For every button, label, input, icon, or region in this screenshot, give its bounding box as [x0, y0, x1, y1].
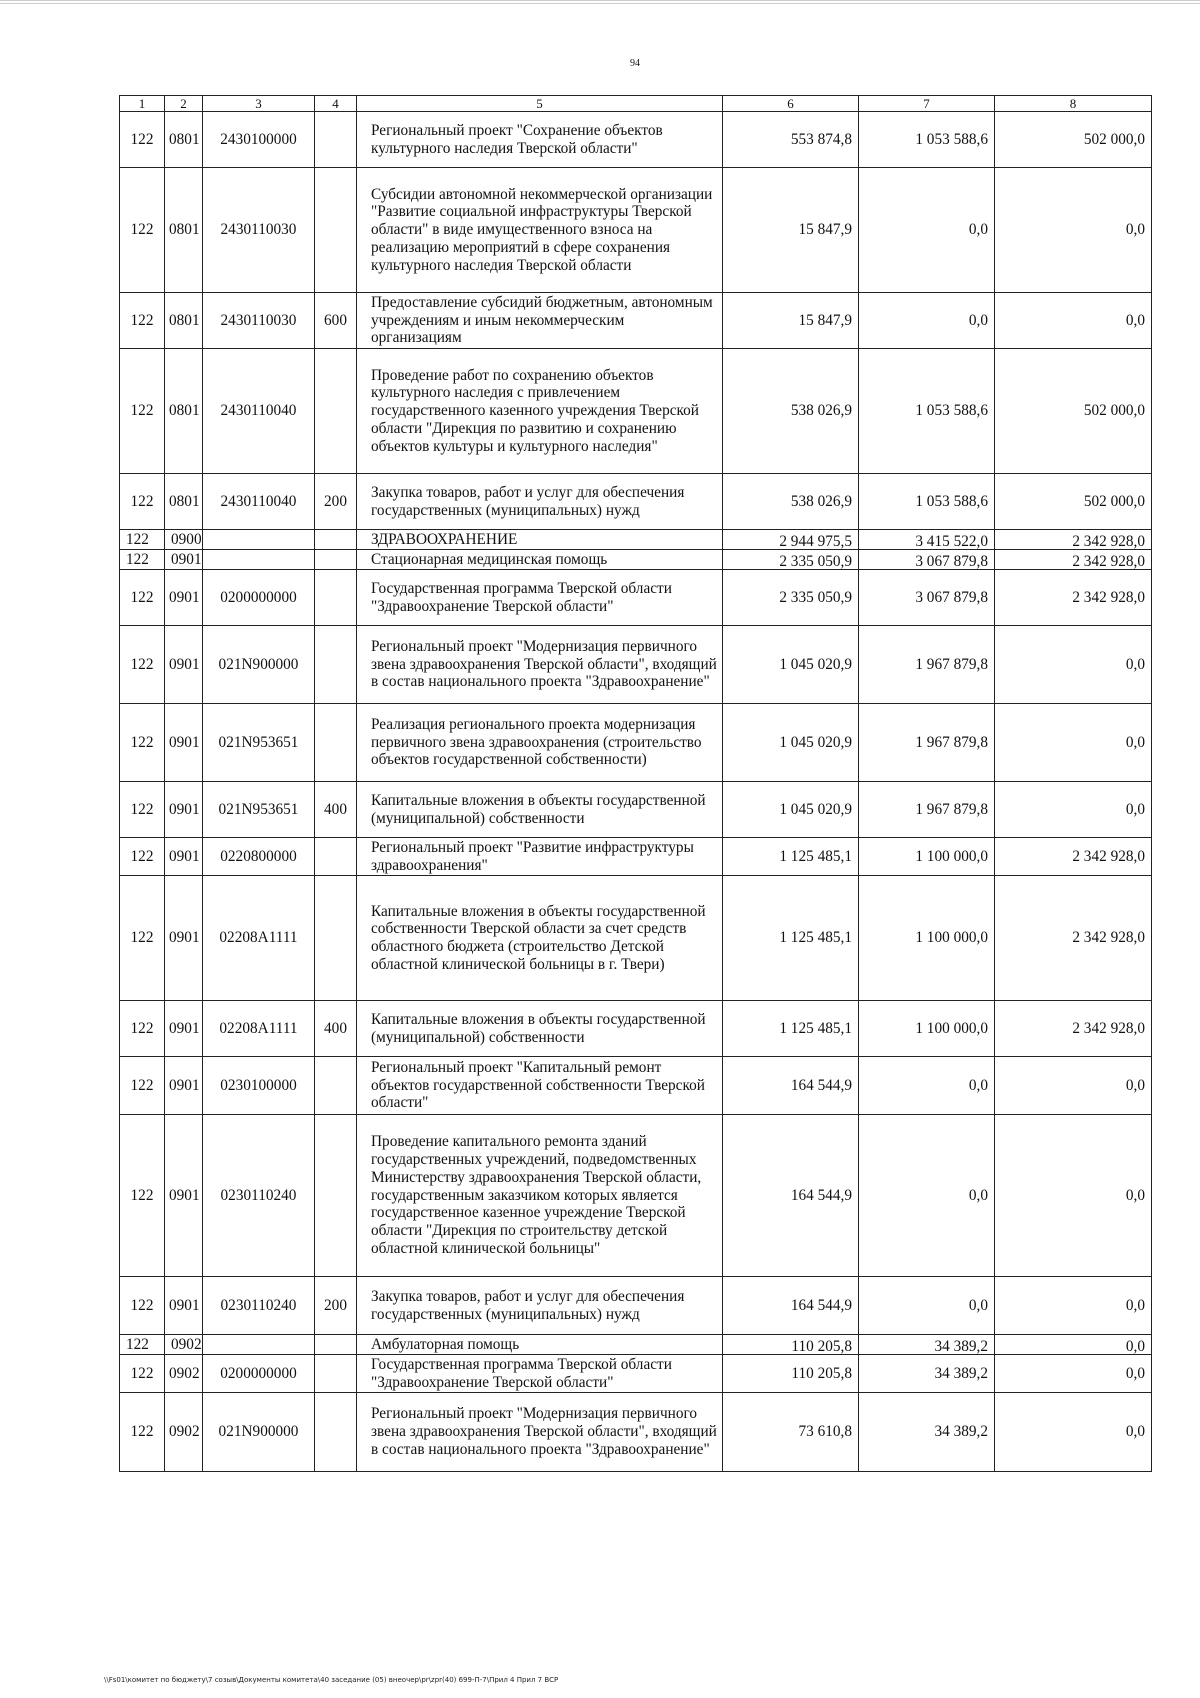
- cell-grbs: 122: [120, 876, 165, 1001]
- cell-grbs: 122: [120, 1393, 165, 1472]
- cell-amount-2024: 502 000,0: [995, 349, 1152, 474]
- cell-expense-type: [315, 168, 357, 293]
- cell-amount-2024: 2 342 928,0: [995, 550, 1152, 570]
- table-row: [120, 168, 1152, 293]
- cell-grbs: 122: [120, 1355, 165, 1393]
- cell-amount-2022: 73 610,8: [723, 1393, 859, 1472]
- cell-grbs: 122: [120, 112, 165, 168]
- cell-grbs: 122: [120, 1115, 165, 1277]
- cell-description: Государственная программа Тверской области "Здравоохранение Тверской области": [357, 570, 723, 626]
- cell-description: ЗДРАВООХРАНЕНИЕ: [357, 530, 723, 550]
- cell-expense-type: [315, 550, 357, 570]
- cell-target-article: 0230100000: [203, 1057, 315, 1115]
- cell-amount-2023: 1 100 000,0: [859, 838, 995, 876]
- table-row: [120, 550, 1152, 570]
- cell-amount-2024: 0,0: [995, 1393, 1152, 1472]
- cell-section: 0901: [165, 838, 203, 876]
- cell-expense-type: 600: [315, 293, 357, 349]
- cell-amount-2024: 0,0: [995, 1277, 1152, 1335]
- cell-description: Закупка товаров, работ и услуг для обеспечения государственных (муниципальных) нужд: [357, 474, 723, 530]
- table-row: [120, 1115, 1152, 1277]
- cell-amount-2024: 0,0: [995, 293, 1152, 349]
- cell-section: 0901: [165, 782, 203, 838]
- column-header: 4: [315, 96, 357, 112]
- cell-amount-2023: 3 067 879,8: [859, 570, 995, 626]
- cell-section: 0901: [165, 876, 203, 1001]
- cell-expense-type: [315, 349, 357, 474]
- table-row: [120, 876, 1152, 1001]
- cell-target-article: 021N953651: [203, 782, 315, 838]
- cell-amount-2022: 15 847,9: [723, 293, 859, 349]
- cell-expense-type: 400: [315, 782, 357, 838]
- cell-target-article: 0200000000: [203, 570, 315, 626]
- cell-description: Закупка товаров, работ и услуг для обеспечения государственных (муниципальных) нужд: [357, 1277, 723, 1335]
- table-row: [120, 1057, 1152, 1115]
- cell-description: Амбулаторная помощь: [357, 1335, 723, 1355]
- cell-description: Проведение капитального ремонта зданий государственных учреждений, подведомственных Министерству здравоохранения Тверской области, государственным заказчиком которых является государственное казенное учреждение Тверской области "Дирекция по строительству детской областной клинической больницы": [357, 1115, 723, 1277]
- cell-amount-2024: 2 342 928,0: [995, 530, 1152, 550]
- cell-description: Стационарная медицинская помощь: [357, 550, 723, 570]
- cell-amount-2022: 1 045 020,9: [723, 626, 859, 704]
- cell-description: Субсидии автономной некоммерческой организации "Развитие социальной инфраструктуры Тверской области" в виде имущественного взноса на реализацию мероприятий в сфере сохранения культурного наследия Тверской области: [357, 168, 723, 293]
- cell-amount-2024: 2 342 928,0: [995, 876, 1152, 1001]
- cell-amount-2024: 0,0: [995, 1057, 1152, 1115]
- table-row: [120, 626, 1152, 704]
- cell-amount-2024: 2 342 928,0: [995, 570, 1152, 626]
- cell-expense-type: [315, 1355, 357, 1393]
- cell-section: 0801: [165, 293, 203, 349]
- cell-target-article: 0220800000: [203, 838, 315, 876]
- cell-section: 0801: [165, 474, 203, 530]
- cell-description: Региональный проект "Модернизация первичного звена здравоохранения Тверской области", входящий в состав национального проекта "Здравоохранение": [357, 1393, 723, 1472]
- cell-amount-2023: 3 067 879,8: [859, 550, 995, 570]
- column-header-row: [120, 96, 1152, 112]
- cell-amount-2023: 0,0: [859, 1115, 995, 1277]
- cell-grbs: 122: [120, 704, 165, 782]
- cell-amount-2024: 0,0: [995, 626, 1152, 704]
- table-row: [120, 1335, 1152, 1355]
- cell-grbs: 122: [120, 1001, 165, 1057]
- table-row: [120, 838, 1152, 876]
- cell-amount-2023: 1 967 879,8: [859, 704, 995, 782]
- cell-amount-2022: 2 335 050,9: [723, 570, 859, 626]
- cell-grbs: 122: [120, 1277, 165, 1335]
- cell-amount-2022: 2 944 975,5: [723, 530, 859, 550]
- cell-grbs: 122: [120, 168, 165, 293]
- column-header: 8: [995, 96, 1152, 112]
- table-row: [120, 112, 1152, 168]
- cell-description: Региональный проект "Развитие инфраструктуры здравоохранения": [357, 838, 723, 876]
- cell-amount-2023: 34 389,2: [859, 1335, 995, 1355]
- cell-expense-type: [315, 704, 357, 782]
- cell-amount-2022: 110 205,8: [723, 1355, 859, 1393]
- table-row: [120, 1355, 1152, 1393]
- cell-expense-type: [315, 112, 357, 168]
- column-header: 3: [203, 96, 315, 112]
- cell-grbs: 122: [120, 474, 165, 530]
- cell-amount-2024: 0,0: [995, 1335, 1152, 1355]
- cell-amount-2024: 502 000,0: [995, 474, 1152, 530]
- cell-grbs: 122: [120, 530, 165, 550]
- cell-amount-2023: 1 053 588,6: [859, 474, 995, 530]
- cell-target-article: 021N953651: [203, 704, 315, 782]
- cell-description: Реализация регионального проекта модернизация первичного звена здравоохранения (строительство объектов государственной собственности): [357, 704, 723, 782]
- cell-grbs: 122: [120, 349, 165, 474]
- cell-section: 0801: [165, 349, 203, 474]
- cell-target-article: 02208A1111: [203, 876, 315, 1001]
- cell-section: 0901: [165, 704, 203, 782]
- cell-section: 0901: [165, 1115, 203, 1277]
- cell-grbs: 122: [120, 782, 165, 838]
- table-row: [120, 570, 1152, 626]
- cell-amount-2022: 110 205,8: [723, 1335, 859, 1355]
- cell-amount-2023: 1 053 588,6: [859, 349, 995, 474]
- cell-grbs: 122: [120, 293, 165, 349]
- cell-amount-2023: 0,0: [859, 1277, 995, 1335]
- cell-amount-2023: 34 389,2: [859, 1393, 995, 1472]
- cell-target-article: [203, 550, 315, 570]
- cell-amount-2023: 1 053 588,6: [859, 112, 995, 168]
- cell-description: Предоставление субсидий бюджетным, автономным учреждениям и иным некоммерческим организациям: [357, 293, 723, 349]
- cell-amount-2023: 1 100 000,0: [859, 1001, 995, 1057]
- budget-table: [119, 95, 1152, 1472]
- cell-amount-2024: 0,0: [995, 1355, 1152, 1393]
- cell-target-article: 2430110040: [203, 349, 315, 474]
- page-number: 94: [630, 58, 640, 69]
- cell-section: 0901: [165, 570, 203, 626]
- cell-description: Региональный проект "Модернизация первичного звена здравоохранения Тверской области", входящий в состав национального проекта "Здравоохранение": [357, 626, 723, 704]
- cell-target-article: 0230110240: [203, 1115, 315, 1277]
- cell-section: 0901: [165, 1057, 203, 1115]
- cell-section: 0901: [165, 550, 203, 570]
- cell-expense-type: [315, 1115, 357, 1277]
- table-row: [120, 1001, 1152, 1057]
- cell-expense-type: [315, 530, 357, 550]
- cell-description: Проведение работ по сохранению объектов культурного наследия с привлечением государственного казенного учреждения Тверской области "Дирекция по развитию и сохранению объектов культуры и культурного наследия": [357, 349, 723, 474]
- cell-description: Региональный проект "Капитальный ремонт объектов государственной собственности Тверской области": [357, 1057, 723, 1115]
- cell-target-article: 2430100000: [203, 112, 315, 168]
- cell-expense-type: [315, 838, 357, 876]
- cell-section: 0901: [165, 626, 203, 704]
- cell-amount-2023: 1 967 879,8: [859, 626, 995, 704]
- cell-amount-2022: 1 125 485,1: [723, 838, 859, 876]
- column-header: 6: [723, 96, 859, 112]
- cell-grbs: 122: [120, 1057, 165, 1115]
- cell-expense-type: 200: [315, 1277, 357, 1335]
- cell-grbs: 122: [120, 550, 165, 570]
- cell-amount-2023: 1 967 879,8: [859, 782, 995, 838]
- cell-target-article: 021N900000: [203, 1393, 315, 1472]
- cell-section: 0902: [165, 1355, 203, 1393]
- cell-amount-2024: 2 342 928,0: [995, 838, 1152, 876]
- cell-description: Капитальные вложения в объекты государственной (муниципальной) собственности: [357, 782, 723, 838]
- cell-amount-2023: 0,0: [859, 293, 995, 349]
- table-row: [120, 349, 1152, 474]
- cell-section: 0901: [165, 1277, 203, 1335]
- cell-amount-2022: 538 026,9: [723, 349, 859, 474]
- cell-target-article: 0200000000: [203, 1355, 315, 1393]
- cell-grbs: 122: [120, 838, 165, 876]
- cell-amount-2024: 0,0: [995, 782, 1152, 838]
- table-row: [120, 782, 1152, 838]
- cell-amount-2022: 15 847,9: [723, 168, 859, 293]
- table-row: [120, 1393, 1152, 1472]
- cell-amount-2022: 553 874,8: [723, 112, 859, 168]
- table-row: [120, 474, 1152, 530]
- cell-grbs: 122: [120, 570, 165, 626]
- cell-section: 0801: [165, 168, 203, 293]
- footer-file-path: \\Fs01\комитет по бюджету\7 созыв\Документы комитета\40 заседание (05) внеочер\pr\zpr(40) 699-П-7\Прил 4 Прил 7 ВСР: [104, 1676, 559, 1684]
- cell-expense-type: [315, 570, 357, 626]
- cell-description: Капитальные вложения в объекты государственной собственности Тверской области за счет средств областного бюджета (строительство Детской областной клинической больницы в г. Твери): [357, 876, 723, 1001]
- column-header: 1: [120, 96, 165, 112]
- cell-amount-2022: 164 544,9: [723, 1115, 859, 1277]
- cell-amount-2024: 2 342 928,0: [995, 1001, 1152, 1057]
- table-row: [120, 293, 1152, 349]
- cell-amount-2022: 1 125 485,1: [723, 876, 859, 1001]
- cell-amount-2022: 538 026,9: [723, 474, 859, 530]
- cell-amount-2023: 0,0: [859, 168, 995, 293]
- cell-description: Капитальные вложения в объекты государственной (муниципальной) собственности: [357, 1001, 723, 1057]
- cell-section: 0902: [165, 1335, 203, 1355]
- table-row: [120, 530, 1152, 550]
- cell-grbs: 122: [120, 626, 165, 704]
- cell-amount-2024: 0,0: [995, 1115, 1152, 1277]
- cell-amount-2022: 1 045 020,9: [723, 704, 859, 782]
- table-row: [120, 1277, 1152, 1335]
- cell-amount-2023: 1 100 000,0: [859, 876, 995, 1001]
- cell-expense-type: [315, 1057, 357, 1115]
- cell-section: 0901: [165, 1001, 203, 1057]
- cell-description: Региональный проект "Сохранение объектов культурного наследия Тверской области": [357, 112, 723, 168]
- table-row: [120, 704, 1152, 782]
- cell-amount-2022: 164 544,9: [723, 1057, 859, 1115]
- cell-expense-type: 200: [315, 474, 357, 530]
- cell-target-article: 021N900000: [203, 626, 315, 704]
- cell-expense-type: [315, 1335, 357, 1355]
- cell-expense-type: 400: [315, 1001, 357, 1057]
- column-header: 2: [165, 96, 203, 112]
- cell-section: 0902: [165, 1393, 203, 1472]
- cell-grbs: 122: [120, 1335, 165, 1355]
- cell-section: 0801: [165, 112, 203, 168]
- cell-amount-2023: 34 389,2: [859, 1355, 995, 1393]
- cell-amount-2024: 0,0: [995, 704, 1152, 782]
- cell-amount-2022: 1 045 020,9: [723, 782, 859, 838]
- cell-target-article: 2430110030: [203, 168, 315, 293]
- cell-expense-type: [315, 626, 357, 704]
- cell-amount-2022: 2 335 050,9: [723, 550, 859, 570]
- cell-target-article: [203, 530, 315, 550]
- cell-amount-2023: 0,0: [859, 1057, 995, 1115]
- cell-description: Государственная программа Тверской области "Здравоохранение Тверской области": [357, 1355, 723, 1393]
- column-header: 5: [357, 96, 723, 112]
- cell-target-article: 2430110040: [203, 474, 315, 530]
- cell-expense-type: [315, 876, 357, 1001]
- cell-target-article: [203, 1335, 315, 1355]
- cell-section: 0900: [165, 530, 203, 550]
- cell-amount-2024: 502 000,0: [995, 112, 1152, 168]
- cell-amount-2024: 0,0: [995, 168, 1152, 293]
- cell-amount-2022: 1 125 485,1: [723, 1001, 859, 1057]
- cell-expense-type: [315, 1393, 357, 1472]
- cell-target-article: 02208A1111: [203, 1001, 315, 1057]
- cell-target-article: 0230110240: [203, 1277, 315, 1335]
- cell-amount-2023: 3 415 522,0: [859, 530, 995, 550]
- cell-amount-2022: 164 544,9: [723, 1277, 859, 1335]
- cell-target-article: 2430110030: [203, 293, 315, 349]
- column-header: 7: [859, 96, 995, 112]
